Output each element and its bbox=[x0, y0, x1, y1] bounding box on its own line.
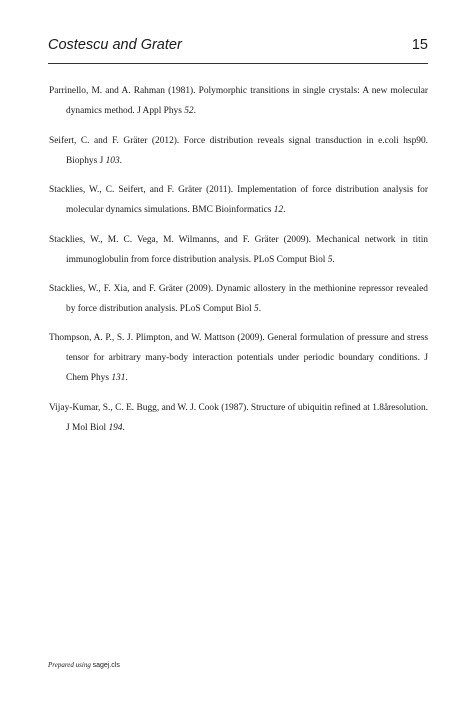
reference-end: . bbox=[193, 106, 196, 117]
reference-end: . bbox=[283, 205, 286, 216]
footer bbox=[48, 660, 120, 671]
running-header bbox=[48, 36, 428, 58]
reference-text: Vijay-Kumar, S., C. E. Bugg, and W. J. Cook (1987). Structure of ubiquitin refined at 1.8åresolution. J Mol Biol bbox=[49, 402, 428, 433]
footer-prefix: Prepared using bbox=[48, 661, 93, 669]
reference-end: . bbox=[332, 254, 335, 265]
reference-text: Stacklies, W., F. Xia, and F. Gräter (2009). Dynamic allostery in the methionine repressor revealed by force distribution analysis. PLoS Comput Biol bbox=[49, 283, 428, 314]
reference-text: Seifert, C. and F. Gräter (2012). Force distribution reveals signal transduction in e.coli hsp90. Biophys J bbox=[49, 135, 428, 166]
reference-entry bbox=[49, 328, 428, 388]
reference-volume: 12 bbox=[273, 205, 284, 216]
reference-end: . bbox=[258, 303, 262, 314]
running-title: Costescu and Grater bbox=[48, 37, 182, 53]
reference-volume: 131 bbox=[111, 373, 126, 384]
reference-volume: 52 bbox=[184, 106, 194, 117]
reference-entry bbox=[49, 279, 428, 319]
reference-entry bbox=[49, 398, 428, 438]
reference-end: . bbox=[125, 373, 128, 384]
reference-entry bbox=[49, 230, 428, 270]
reference-end: . bbox=[119, 155, 122, 166]
reference-entry bbox=[49, 81, 428, 121]
reference-end: . bbox=[122, 422, 125, 433]
reference-volume: 5 bbox=[254, 303, 259, 314]
reference-entry bbox=[49, 180, 428, 220]
reference-text: Thompson, A. P., S. J. Plimpton, and W. Mattson (2009). General formulation of pressure and stress tensor for arbitrary many-body interaction potentials under periodic boundary conditions. J Chem Phys bbox=[49, 333, 428, 384]
header-rule bbox=[48, 63, 428, 64]
reference-volume: 194 bbox=[108, 422, 123, 433]
reference-text: Stacklies, W., M. C. Vega, M. Wilmanns, and F. Gräter (2009). Mechanical network in titin immunoglobulin from force distribution analysis. PLoS Comput Biol bbox=[49, 234, 428, 265]
reference-text: Parrinello, M. and A. Rahman (1981). Polymorphic transitions in single crystals: A new molecular dynamics method. J Appl Phys bbox=[49, 86, 428, 117]
reference-list bbox=[49, 72, 428, 438]
reference-entry bbox=[49, 131, 428, 171]
reference-volume: 5 bbox=[327, 254, 333, 265]
reference-text: Stacklies, W., C. Seifert, and F. Gräter (2011). Implementation of force distribution analysis for molecular dynamics simulations. BMC Bioinformatics bbox=[49, 185, 428, 216]
reference-volume: 103 bbox=[105, 155, 120, 166]
page-number: 15 bbox=[411, 37, 428, 53]
footer-cls-name: sagej.cls bbox=[92, 662, 120, 669]
